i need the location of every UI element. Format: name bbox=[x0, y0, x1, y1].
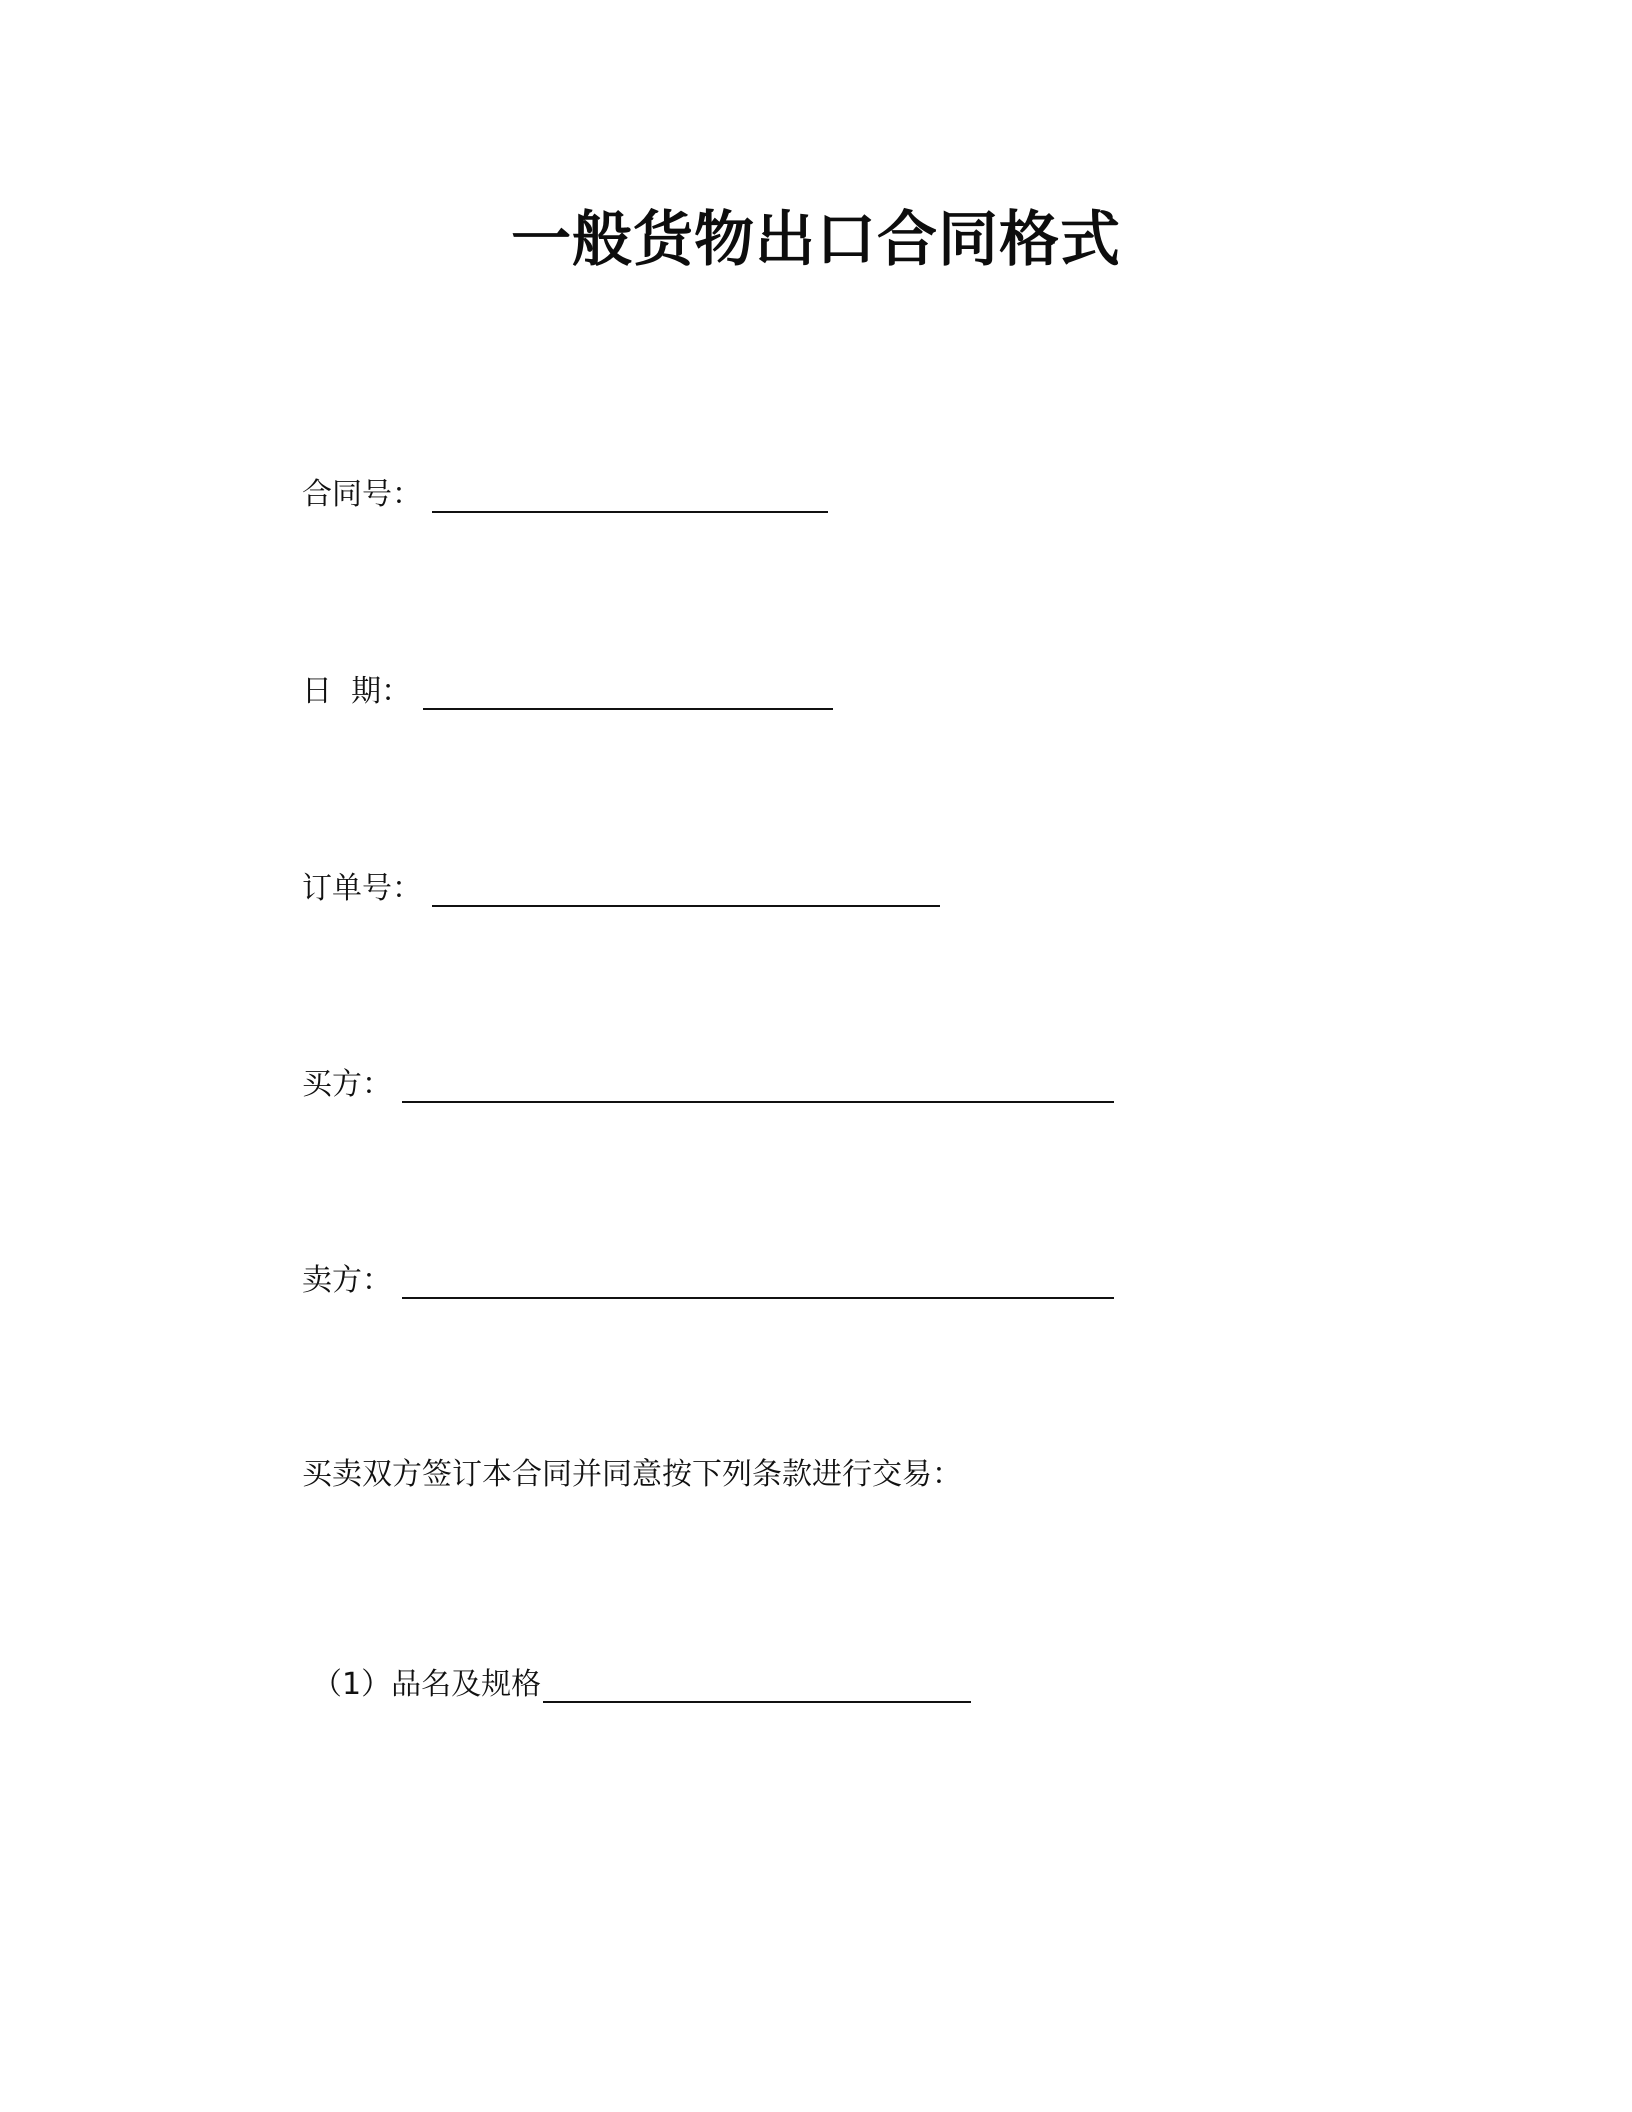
clause-label: （1）品名及规格 bbox=[312, 1667, 542, 1702]
agreement-sentence: 买卖双方签订本合同并同意按下列条款进行交易： bbox=[302, 1457, 962, 1492]
document-title: 一般货物出口合同格式 bbox=[511, 205, 1121, 275]
clause-item bbox=[312, 1655, 971, 1705]
contract-no-blank-line bbox=[432, 481, 828, 513]
date-label: 日 期： bbox=[302, 674, 412, 709]
buyer-field bbox=[302, 1055, 1114, 1105]
order-no-blank-line bbox=[432, 875, 940, 907]
seller-blank-line bbox=[402, 1267, 1114, 1299]
order-no-label: 订单号： bbox=[302, 871, 422, 906]
clause-blank-line bbox=[543, 1671, 971, 1703]
seller-label: 卖方： bbox=[302, 1263, 392, 1298]
order-no-field bbox=[302, 859, 940, 909]
buyer-label: 买方： bbox=[302, 1067, 392, 1102]
date-blank-line bbox=[423, 678, 833, 710]
contract-no-field bbox=[302, 465, 828, 515]
seller-field bbox=[302, 1251, 1114, 1301]
contract-no-label: 合同号： bbox=[302, 477, 422, 512]
date-field bbox=[302, 662, 833, 712]
buyer-blank-line bbox=[402, 1071, 1114, 1103]
